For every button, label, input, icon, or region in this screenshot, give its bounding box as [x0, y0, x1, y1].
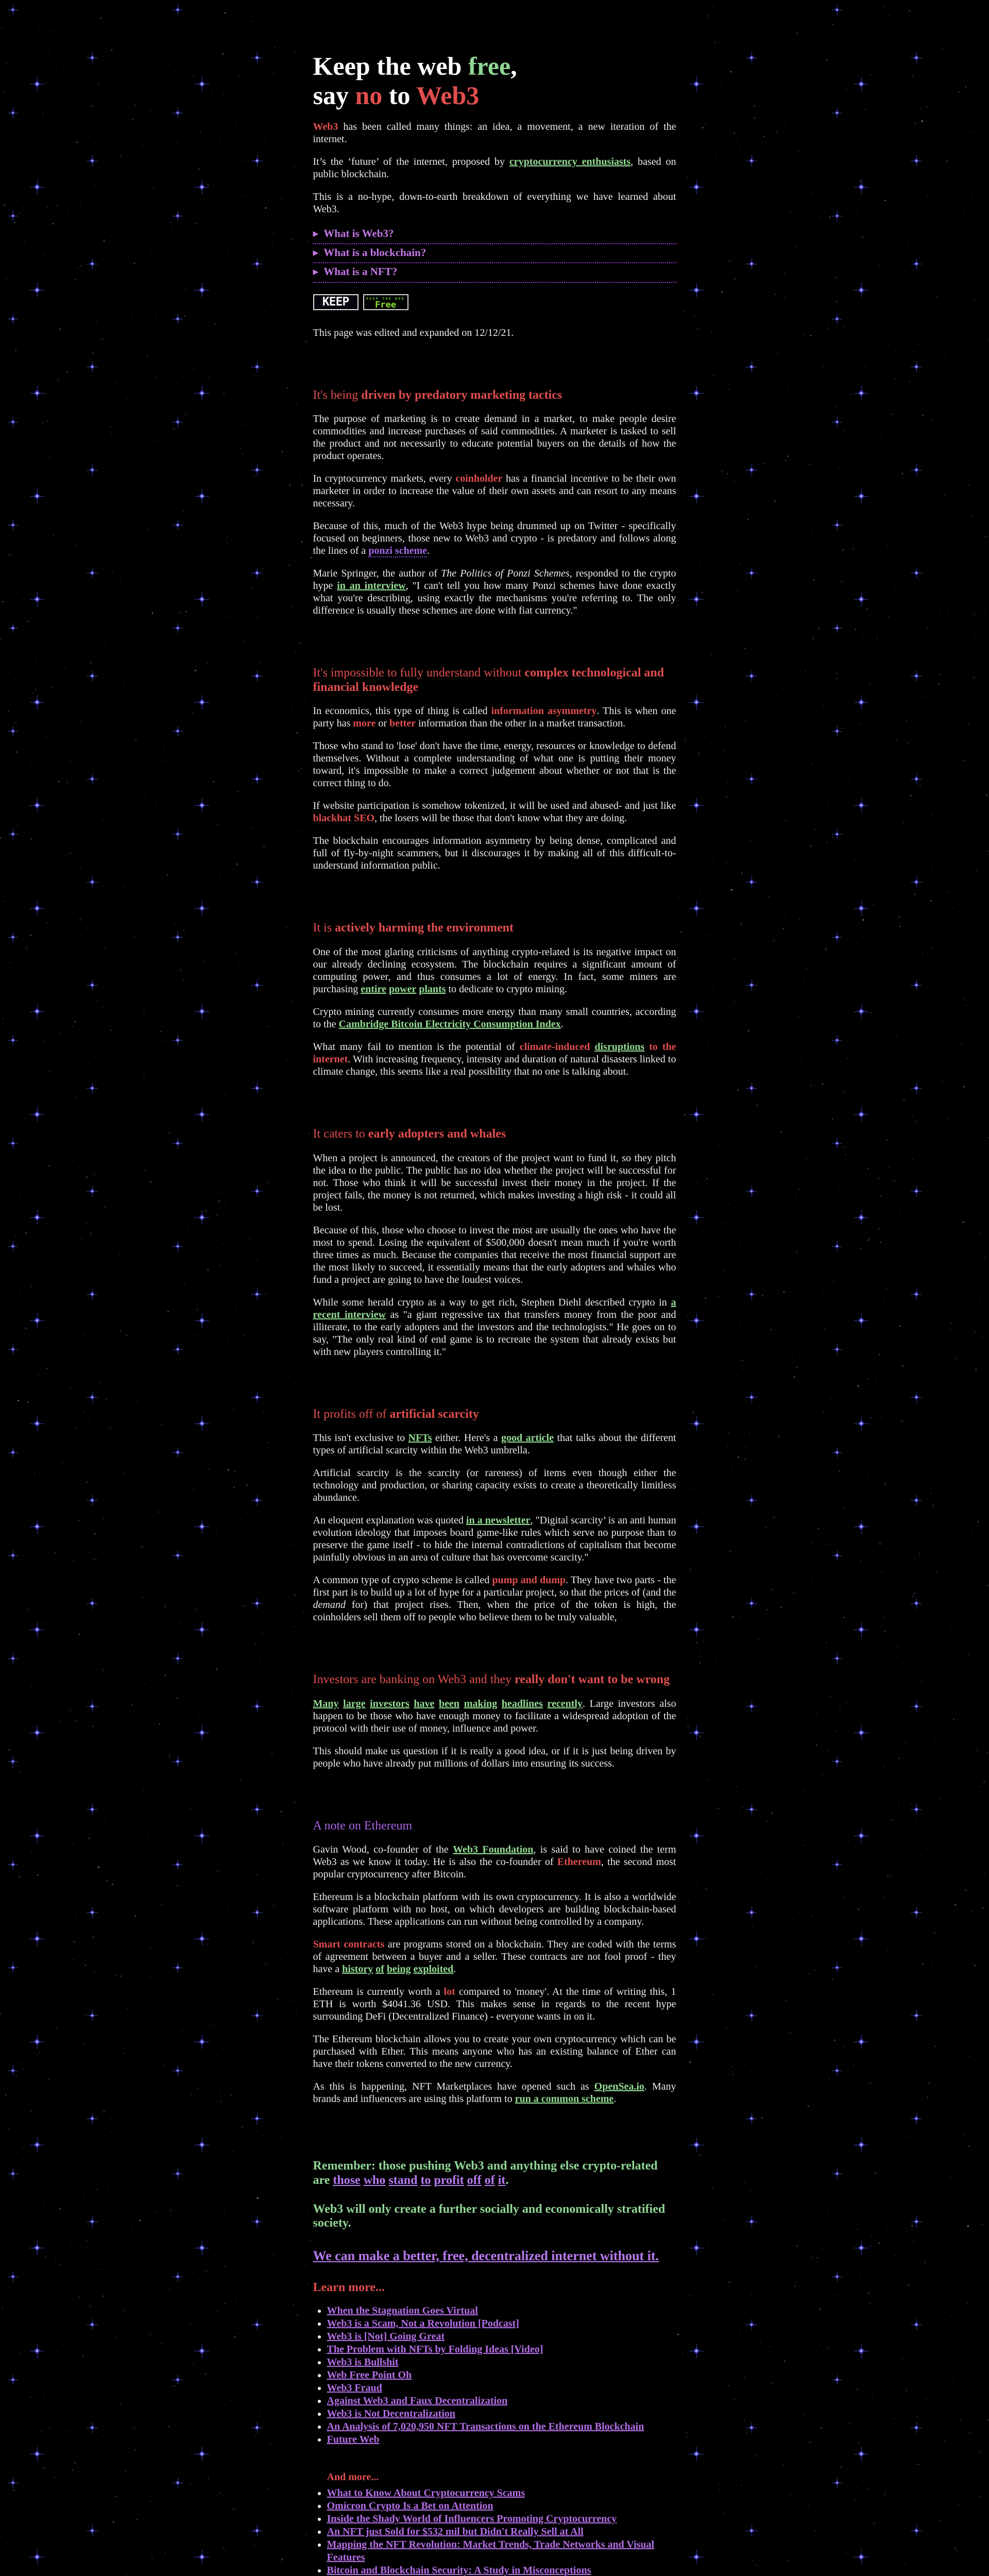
list-item	[327, 2500, 676, 2513]
diehl-interview-link[interactable]: a recent interview	[313, 1296, 676, 1320]
paragraph	[313, 520, 676, 557]
text-segment: Web3	[313, 121, 338, 132]
section-investors	[313, 1673, 676, 1770]
text-segment: .	[453, 1963, 456, 1975]
paragraph	[313, 1467, 676, 1504]
text-segment: pump and dump	[492, 1574, 566, 1586]
badge-bottom-text: Free	[375, 299, 396, 310]
conclusion-statement	[313, 2202, 676, 2231]
triangle-marker-icon: ▶	[313, 249, 319, 258]
learn-more-heading: Learn more...	[313, 2280, 385, 2294]
paragraph	[313, 1745, 676, 1770]
resource-link[interactable]: Web3 is Not Decentralization	[327, 2408, 455, 2420]
text-segment: What many fail to mention is the potential of	[313, 1041, 520, 1053]
paragraph	[313, 1574, 676, 1623]
resource-link[interactable]: Omicron Crypto Is a Bet on Attention	[327, 2500, 493, 2512]
text-segment: Artificial scarcity is the scarcity (or rareness) of items even though either the technology and production, or sharing capacity exists to create a theoretically limitless abundance.	[313, 1467, 676, 1504]
list-item	[327, 2487, 676, 2500]
list-item	[327, 2526, 676, 2538]
and-more-heading: And more...	[327, 2471, 379, 2483]
newsletter-link[interactable]: in a newsletter	[466, 1515, 531, 1527]
list-item	[327, 2369, 676, 2382]
text-segment: better	[389, 718, 416, 730]
text-segment: . Large investors also happen to be those who have enough money to facilitate a widespread adoption of the protocol with their use of money, influence and power.	[313, 1698, 676, 1734]
text-segment: The Ethereum blockchain allows you to create your own cryptocurrency which can be purchased with Ether. This means anyone who has an existing balance of Ether can have their tokens converted to the new currency.	[313, 2033, 676, 2070]
paragraph	[313, 1432, 676, 1456]
text-segment: As this is happening, NFT Marketplaces have opened such as	[313, 2081, 594, 2093]
resource-link[interactable]: Web3 is Bullshit	[327, 2357, 399, 2368]
text-segment: information than the other in a market transaction.	[416, 718, 626, 730]
text-segment: for) that project rises. Then, when the price of the token is high, the coinholders sell them off to people who believe them to be truly valuable,	[313, 1599, 676, 1623]
text-segment: .	[560, 1018, 564, 1030]
investor-headlines-link[interactable]: headlines	[501, 1698, 543, 1709]
intro-paragraph	[313, 191, 676, 215]
ponzi-scheme-link[interactable]: ponzi scheme	[368, 545, 428, 557]
list-item	[327, 2343, 676, 2356]
list-item	[327, 2382, 676, 2395]
resource-link[interactable]: What to Know About Cryptocurrency Scams	[327, 2487, 525, 2499]
text-segment: It profits off of	[313, 1407, 390, 1421]
exploit-history-link[interactable]: history	[342, 1963, 373, 1975]
text-segment: ,	[510, 52, 517, 80]
text-segment: information asymmetry	[491, 705, 597, 717]
badge-top-text: KEEP THE WEB	[366, 296, 405, 301]
text-segment: lot	[444, 1986, 455, 1998]
text-segment: to	[382, 81, 417, 110]
section-heading	[313, 921, 676, 936]
text-segment: artificial scarcity	[389, 1407, 479, 1421]
good-article-link[interactable]: good article	[501, 1432, 554, 1444]
intro-paragraph	[313, 156, 676, 180]
investor-headlines-link[interactable]: large	[343, 1698, 366, 1709]
exploit-history-link[interactable]: being	[386, 1963, 411, 1975]
badge-row	[313, 294, 676, 310]
section-environment	[313, 921, 676, 1078]
text-segment: It's being	[313, 388, 362, 402]
cambridge-index-link[interactable]: Cambridge Bitcoin Electricity Consumption Index	[338, 1018, 561, 1030]
text-segment: Investors are banking on Web3 and they	[313, 1673, 515, 1687]
paragraph	[313, 800, 676, 824]
paragraph	[313, 946, 676, 995]
paragraph	[313, 1514, 676, 1564]
text-segment: Those who stand to 'lose' don't have the time, energy, resources or knowledge to defend themselves. Without a complete understanding of what one is putting their money toward, it's impossible to make a correct judgement about whether or not that is the correct thing to do.	[313, 740, 676, 789]
text-segment: more	[353, 718, 376, 730]
profit-link[interactable]: of	[484, 2173, 495, 2187]
text-segment: Because of this, those who choose to invest the most are usually the ones who have the most to spend. Losing the equivalent of $500,000 doesn't mean much if you're worth three times as much. Because the companies that receive the most financial support are the most likely to succeed, it essentially means that the early adopters and whales who fund a project are going to have the loudest voices.	[313, 1224, 676, 1285]
text-segment: , responded to the crypto hype	[313, 568, 676, 592]
list-item	[327, 2433, 676, 2446]
resource-link[interactable]: Against Web3 and Faux Decentralization	[327, 2395, 508, 2407]
section-heading	[313, 666, 676, 694]
text-segment: In economics, this type of thing is called	[313, 705, 491, 717]
section-ethereum-note	[313, 1819, 676, 2106]
text-segment: no	[355, 81, 383, 110]
investor-headlines-link[interactable]: been	[439, 1698, 460, 1709]
text-segment: , the losers will be those that don't know what they are doing.	[374, 812, 627, 824]
list-item	[327, 2408, 676, 2420]
text-segment: The blockchain encourages information asymmetry by being dense, complicated and full of fly-by-night scammers, but it discourages it by making all of this difficult-to-understand information public.	[313, 835, 676, 872]
text-segment: , based on public blockchain.	[313, 156, 676, 180]
text-segment: that talks about the different types of artificial scarcity within the Web3 umbrella.	[313, 1432, 676, 1456]
section-heading	[313, 1673, 676, 1687]
text-segment: , "Digital scarcity’ is an anti human evolution ideology that imposes board game-like rules which serve no purpose than to preserve the game itself - to hide the internal contradictions of capitalism that become painfully obvious in an area of culture that has overcome scarcity."	[313, 1515, 676, 1564]
text-segment: . They have two parts - the first part is to build up a lot of hype for a particular project, so that the prices of (and the	[313, 1574, 676, 1599]
text-segment: free	[468, 52, 511, 80]
investor-headlines-link[interactable]: have	[414, 1698, 435, 1709]
details-what-is-nft[interactable]	[313, 265, 676, 282]
keep-the-web-free-badge	[363, 294, 408, 310]
page-title	[313, 52, 676, 110]
text-segment: .	[613, 2093, 617, 2105]
profit-link[interactable]: who	[363, 2173, 386, 2187]
list-item	[327, 2564, 676, 2576]
list-item	[327, 2317, 676, 2330]
text-segment: Ethereum is currently worth a	[313, 1986, 444, 1998]
section-heading	[313, 1127, 676, 1142]
list-item	[327, 2538, 676, 2564]
nfts-link[interactable]: NFTs	[408, 1432, 432, 1444]
investor-headlines-link[interactable]: investors	[370, 1698, 410, 1709]
text-segment: climate-induced	[519, 1041, 595, 1053]
text-segment: .	[505, 2173, 509, 2187]
text-segment: It is	[313, 921, 335, 935]
paragraph	[313, 2033, 676, 2070]
resource-list	[313, 2304, 676, 2446]
text-segment: It's impossible to fully understand without	[313, 666, 525, 680]
conclusion-statement	[313, 2248, 676, 2264]
triangle-marker-icon: ▶	[313, 268, 319, 277]
text-segment: actively harming the environment	[335, 921, 514, 935]
text-segment: When a project is announced, the creators of the project want to fund it, so they pitch the idea to the public. The public has no idea whether the project will be successful for not. Those who think it will be successful invest their money in the project. If the project fails, the money is not returned, which makes investing a high risk - it could all be lost.	[313, 1152, 676, 1213]
resource-link[interactable]: Web3 is [Not] Going Great	[327, 2331, 445, 2343]
text-segment: Smart contracts	[313, 1939, 385, 1951]
edited-note: This page was edited and expanded on 12/12/21.	[313, 327, 514, 338]
opensea-link[interactable]: OpenSea.io	[594, 2081, 644, 2093]
exploit-history-link[interactable]: of	[376, 1963, 384, 1975]
text-segment: This is a no-hype, down-to-earth breakdown of everything we have learned about Web3.	[313, 191, 676, 215]
text-segment: compared to 'money'. At the time of writing this, 1 ETH is worth $4041.36 USD. This makes sense in regards to the recent hype surrounding DeFi (Decentralized Finance) - everyone wants in on it.	[313, 1986, 676, 2023]
list-item	[327, 2356, 676, 2369]
profit-link[interactable]: stand	[388, 2173, 418, 2187]
text-segment: . With increasing frequency, intensity and duration of natural disasters linked to climate change, this seems like a real possibility that no one is talking about.	[313, 1053, 676, 1077]
resource-link[interactable]: An NFT just Sold for $532 mil but Didn't Really Sell at All	[327, 2526, 584, 2538]
cryptocurrency-enthusiasts-link[interactable]: cryptocurrency enthusiasts	[509, 156, 631, 167]
paragraph	[313, 1296, 676, 1358]
text-segment: Web3	[416, 81, 480, 110]
text-segment: Remember: those pushing Web3 and anything else crypto-related are	[313, 2159, 658, 2187]
paragraph	[313, 835, 676, 872]
conclusion-block	[313, 2159, 676, 2263]
exploit-history-link[interactable]: exploited	[413, 1963, 454, 1975]
paragraph	[313, 1986, 676, 2023]
text-segment: If website participation is somehow tokenized, it will be used and abused- and just like	[313, 800, 676, 812]
better-internet-link[interactable]: We can make a better, free, decentralized internet without it.	[313, 2248, 659, 2263]
text-segment: Crypto mining currently consumes more energy than many small countries, according to the	[313, 1006, 676, 1030]
text-segment: Keep the web	[313, 52, 468, 80]
text-segment: really don't want to be wrong	[515, 1673, 670, 1687]
common-scheme-link[interactable]: run a common scheme	[515, 2093, 614, 2105]
profit-link[interactable]: to	[420, 2173, 431, 2187]
text-segment: Marie Springer, the author of	[313, 568, 441, 580]
text-segment: has a financial incentive to be their own marketer in order to increase the value of their own assets and can resort to any means necessary.	[313, 473, 676, 510]
text-segment: as "a giant regressive tax that transfers money from the poor and illiterate, to the early adopters and the investors and the technologists." He goes on to say, "The only real kind of end game is to recreate the system that already exists but with new players controlling it."	[313, 1309, 676, 1358]
text-segment: , "I can't tell you how many Ponzi schemes have done exactly what you're describing, using exactly the mechanisms you're referring to. The only difference is usually these schemes are done with fiat currency."	[313, 580, 676, 617]
paragraph	[313, 705, 676, 730]
resource-link[interactable]: Mapping the NFT Revolution: Market Trends, Trade Networks and Visual Features	[327, 2539, 655, 2564]
resource-link[interactable]: Web3 is a Scam, Not a Revolution [Podcast]	[327, 2318, 519, 2330]
text-segment: One of the most glaring criticisms of anything crypto-related is its negative impact on our already declining ecosystem. The blockchain requires a significant amount of computing power, and thus consumes a lot of energy. In fact, some miners are purchasing	[313, 946, 676, 995]
resource-link[interactable]: Inside the Shady World of Influencers Promoting Cryptocurrency	[327, 2513, 617, 2525]
list-item	[327, 2395, 676, 2408]
power-plants-link[interactable]: plants	[419, 983, 446, 995]
paragraph	[313, 2080, 676, 2105]
text-segment: A common type of crypto scheme is called	[313, 1574, 492, 1586]
investor-headlines-link[interactable]: making	[464, 1698, 498, 1709]
text-segment: early adopters and whales	[368, 1127, 506, 1141]
text-segment: It’s the ‘future’ of the internet, proposed by	[313, 156, 509, 167]
text-segment: This should make us question if it is really a good idea, or if it is just being driven by people who have already put millions of dollars into ensuring its success.	[313, 1745, 676, 1769]
text-segment: or	[376, 718, 389, 730]
text-segment: complex technological and financial knowledge	[313, 666, 664, 694]
investor-headlines-link[interactable]: recently	[547, 1698, 583, 1709]
resource-link[interactable]: Bitcoin and Blockchain Security: A Study in Misconceptions	[327, 2565, 591, 2576]
profit-link[interactable]: off	[467, 2173, 482, 2187]
details-label: What is a NFT?	[323, 265, 398, 278]
paragraph	[313, 1152, 676, 1214]
text-segment: . This is when one party has	[313, 705, 676, 730]
text-segment: Ethereum	[557, 1856, 601, 1868]
disruptions-link[interactable]: disruptions	[594, 1041, 645, 1053]
resource-link[interactable]: The Problem with NFTs by Folding Ideas [Video]	[327, 2344, 543, 2355]
section-artificial-scarcity	[313, 1408, 676, 1624]
text-segment: to dedicate to crypto mining.	[446, 983, 567, 995]
paragraph	[313, 1938, 676, 1975]
text-segment: In cryptocurrency markets, every	[313, 473, 456, 485]
list-item	[327, 2420, 676, 2433]
text-segment: , is said to have coined the term Web3 as we know it today. He is also the co-founder of	[313, 1844, 676, 1868]
details-what-is-blockchain[interactable]	[313, 246, 676, 263]
paragraph	[313, 1224, 676, 1286]
paragraph	[313, 1843, 676, 1880]
text-segment: blackhat SEO	[313, 812, 374, 824]
text-segment: has been called many things: an idea, a movement, a new iteration of the internet.	[313, 121, 676, 145]
section-heading	[313, 1408, 676, 1422]
text-segment: Ethereum is a blockchain platform with its own cryptocurrency. It is also a worldwide software platform with no host, on which developers are building blockchain-based applications. These applications can run without being controlled by a company.	[313, 1891, 676, 1928]
text-segment: driven by predatory marketing tactics	[361, 388, 562, 402]
investor-headlines-link[interactable]: Many	[313, 1698, 339, 1709]
section-heading	[313, 1819, 676, 1834]
text-segment: demand	[313, 1599, 346, 1611]
text-segment: , the second most popular cryptocurrency after Bitcoin.	[313, 1856, 676, 1880]
text-segment: While some herald crypto as a way to get rich, Stephen Diehl described crypto in	[313, 1296, 671, 1308]
text-segment: Web3 will only create a further socially and economically stratified society.	[313, 2202, 666, 2230]
paragraph	[313, 567, 676, 617]
text-segment: to the internet	[313, 1041, 676, 1065]
page-content	[312, 0, 677, 2576]
resource-link[interactable]: Web Free Point Oh	[327, 2369, 412, 2381]
profit-link[interactable]: it	[498, 2173, 506, 2187]
details-label: What is Web3?	[323, 227, 394, 240]
keep-badge: KEEP	[313, 294, 359, 310]
paragraph	[313, 1006, 676, 1030]
text-segment: The purpose of marketing is to create demand in a market, to make people desire commodities and increase purchases of said commodities. A marketer is tasked to sell the product and not necessarily to educate potential buyers on the details of how the product operates.	[313, 413, 676, 462]
web3-foundation-link[interactable]: Web3 Foundation	[453, 1844, 534, 1856]
triangle-marker-icon: ▶	[313, 230, 319, 238]
text-segment: .	[427, 545, 430, 557]
text-segment: say	[313, 81, 355, 110]
paragraph	[313, 472, 676, 510]
profit-link[interactable]: those	[333, 2173, 361, 2187]
power-plants-link[interactable]: entire	[361, 983, 386, 995]
resource-link[interactable]: Web3 Fraud	[327, 2382, 382, 2394]
text-segment: It caters to	[313, 1127, 368, 1141]
resource-link[interactable]: Future Web	[327, 2434, 380, 2446]
section-whales	[313, 1127, 676, 1358]
resource-link[interactable]: An Analysis of 7,020,950 NFT Transactions on the Ethereum Blockchain	[327, 2421, 644, 2433]
section-complexity	[313, 666, 676, 872]
details-what-is-web3[interactable]	[313, 227, 676, 244]
section-heading	[313, 388, 676, 403]
text-segment: Gavin Wood, co-founder of the	[313, 1844, 453, 1856]
text-segment: coinholder	[455, 473, 503, 485]
text-segment: are programs stored on a blockchain. They are coded with the terms of agreement between a buyer and a seller. These contracts are not fool proof - they have a	[313, 1939, 676, 1975]
text-segment: An eloquent explanation was quoted	[313, 1515, 466, 1527]
faq-list	[313, 227, 676, 283]
section-marketing	[313, 388, 676, 617]
profit-link[interactable]: profit	[434, 2173, 464, 2187]
intro-paragraph	[313, 121, 676, 145]
text-segment: A note on Ethereum	[313, 1819, 413, 1833]
text-segment: either. Here's a	[432, 1432, 501, 1444]
conclusion-statement	[313, 2159, 676, 2188]
list-item	[327, 2513, 676, 2526]
resource-list	[313, 2487, 676, 2576]
list-item	[327, 2330, 676, 2343]
details-label: What is a blockchain?	[323, 246, 427, 259]
paragraph	[313, 1698, 676, 1735]
paragraph	[313, 740, 676, 789]
paragraph	[313, 413, 676, 462]
resource-link[interactable]: When the Stagnation Goes Virtual	[327, 2305, 478, 2317]
text-segment: Because of this, much of the Web3 hype being drummed up on Twitter - specifically focused on beginners, those new to Web3 and crypto - is predatory and follows along the lines of a	[313, 520, 676, 557]
paragraph	[313, 1041, 676, 1078]
power-plants-link[interactable]: power	[388, 983, 417, 995]
list-item	[327, 2304, 676, 2317]
text-segment: The Politics of Ponzi Schemes	[441, 568, 570, 580]
paragraph	[313, 1891, 676, 1928]
text-segment: . Many brands and influencers are using this platform to	[313, 2081, 676, 2105]
text-segment: This isn't exclusive to	[313, 1432, 408, 1444]
springer-interview-link[interactable]: in an interview	[337, 580, 406, 592]
